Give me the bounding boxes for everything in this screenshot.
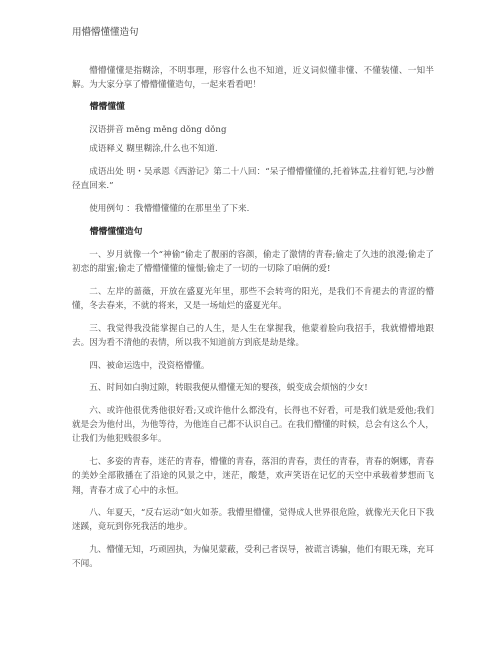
- document-body: [72, 64, 434, 580]
- sentence-paragraph: 一、岁月就像一个“神偷”偷走了靓丽的容颜，偷走了激情的青春;偷走了久违的浪漫;偷走了初恋的甜蜜;偷走了懵懵懂懂的憧憬;偷走了一切的一切除了咱俩的爱!: [72, 249, 434, 275]
- source-paragraph: 成语出处 明・吴承恩《西游记》第二十八回：“呆子懵懵懂懂的,托着钵盂,拄着钉钯,与沙僧径直回来.”: [72, 166, 434, 192]
- sentence-paragraph: 六、或许他很优秀他很好看;又或许他什么都没有，长得也不好看，可是我们就是爱他;我们就是会为他付出，为他等待，为他连自己都不认识自己。在我们懵懂的时候，总会有这么个人，让我们为他犯贱很多年。: [72, 406, 434, 445]
- example-paragraph: 使用例句 ：我懵懵懂懂的在那里坐了下来.: [89, 203, 250, 214]
- pinyin-paragraph: 汉语拼音 měng měng dǒng dǒng: [89, 124, 227, 135]
- section-heading-idiom: 懵懵懂懂: [89, 101, 125, 112]
- sentence-paragraph: 二、左岸的蔷薇，开放在盛夏光年里，那些不会转弯的阳光，是我们不肯褪去的青涩的懵懂，冬去春来，不就的将来，又是一场灿烂的盛夏光年。: [72, 286, 434, 312]
- sentence-paragraph: 三、我觉得我没能掌握自己的人生，是人生在掌握我，他蒙着脸向我招手，我就懵懵地跟去。因为看不清他的表情，所以我不知道前方到底是劫是缘。: [72, 323, 434, 348]
- sentence-paragraph: 八、年夏天，“反右运动”如火如荼。我懵里懵懂，觉得成人世界很危险，就像光天化日下我迷蹊，竟玩到你死我活的地步。: [72, 508, 434, 533]
- sentence-paragraph: 九、懵懂无知，巧顽固执，为偏见蒙蔽，受利己者误导，被谎言诱骗，他们有眼无珠，充耳不闻。: [72, 545, 434, 570]
- meaning-paragraph: 成语释义 糊里糊涂,什么也不知道.: [89, 144, 218, 155]
- document-title: 用懵懵懂懂造句: [72, 27, 139, 38]
- section-heading-sentences: 懵懵懂懂造句: [89, 226, 143, 237]
- intro-paragraph: 懵懵懂懂是指糊涂，不明事理，形容什么也不知道，近义词似懂非懂、不懂装懂、一知半解。为大家分享了懵懵懂懂造句，一起来看看吧！: [72, 66, 434, 91]
- sentence-paragraph: 五、时间如白驹过隙，转眼我便从懵懂无知的婴孩，蜕变成会烦恼的少女!: [89, 383, 368, 394]
- sentence-paragraph: 四、被命运选中，没资格懵懂。: [89, 360, 210, 371]
- sentence-paragraph: 七、多姿的青春，迷茫的青春，懵懂的青春，落泪的青春，责任的青春，青春的婀娜，青春的美妙全部散播在了沿途的风景之中，迷茫，酸楚，欢声笑语在记忆的天空中承载着梦想而飞翔，青春才成了心中的永恒。: [72, 457, 434, 496]
